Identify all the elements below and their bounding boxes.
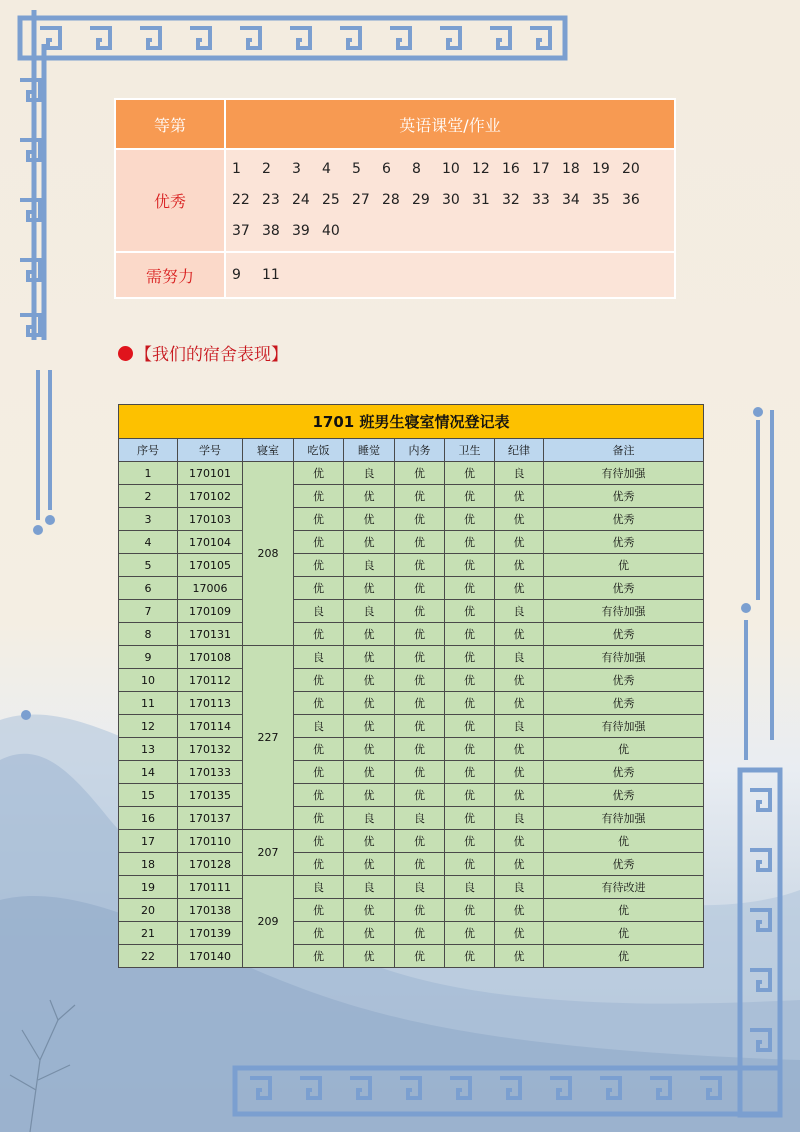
cell-sleep: 优	[344, 899, 395, 922]
cell-discipline: 优	[495, 508, 544, 531]
grade-number: 28	[382, 192, 400, 208]
cell-note: 优秀	[544, 784, 704, 807]
cell-sleep: 优	[344, 853, 395, 876]
cell-house: 优	[395, 899, 445, 922]
cell-hygiene: 优	[445, 945, 495, 968]
cell-note: 有待加强	[544, 807, 704, 830]
cell-discipline: 优	[495, 784, 544, 807]
grade-number: 18	[562, 161, 580, 177]
cell-hygiene: 优	[445, 692, 495, 715]
cell-eat: 优	[294, 853, 344, 876]
cell-student-id: 170105	[178, 554, 243, 577]
cell-room: 207	[243, 830, 294, 876]
cell-hygiene: 优	[445, 830, 495, 853]
table-row	[119, 623, 704, 646]
cell-note: 优	[544, 554, 704, 577]
cell-number: 9	[119, 646, 178, 669]
cell-number: 13	[119, 738, 178, 761]
dorm-title-row	[119, 405, 704, 439]
cell-eat: 优	[294, 922, 344, 945]
cell-number: 7	[119, 600, 178, 623]
cell-house: 优	[395, 692, 445, 715]
grade-number: 39	[292, 223, 310, 239]
cell-discipline: 优	[495, 853, 544, 876]
cell-sleep: 优	[344, 669, 395, 692]
cell-sleep: 优	[344, 692, 395, 715]
col-header: 纪律	[495, 439, 544, 462]
grade-row-excellent	[115, 149, 675, 252]
cell-number: 4	[119, 531, 178, 554]
cell-note: 优秀	[544, 508, 704, 531]
cell-note: 优秀	[544, 669, 704, 692]
cell-note: 优	[544, 738, 704, 761]
cell-number: 17	[119, 830, 178, 853]
grade-table	[114, 98, 676, 299]
cell-eat: 优	[294, 761, 344, 784]
cell-number: 15	[119, 784, 178, 807]
table-row	[119, 922, 704, 945]
cell-sleep: 优	[344, 738, 395, 761]
cell-student-id: 170128	[178, 853, 243, 876]
cell-number: 10	[119, 669, 178, 692]
cell-hygiene: 优	[445, 508, 495, 531]
cell-number: 12	[119, 715, 178, 738]
cell-room: 208	[243, 462, 294, 646]
cell-eat: 优	[294, 508, 344, 531]
grade-number: 22	[232, 192, 250, 208]
cell-eat: 优	[294, 485, 344, 508]
grade-number: 4	[322, 161, 331, 177]
cell-hygiene: 优	[445, 807, 495, 830]
col-header: 睡觉	[344, 439, 395, 462]
cell-student-id: 170111	[178, 876, 243, 899]
grade-number: 35	[592, 192, 610, 208]
cell-house: 优	[395, 508, 445, 531]
cell-sleep: 优	[344, 715, 395, 738]
table-row	[119, 669, 704, 692]
cell-hygiene: 优	[445, 600, 495, 623]
grade-number: 19	[592, 161, 610, 177]
cell-student-id: 170133	[178, 761, 243, 784]
cell-number: 20	[119, 899, 178, 922]
col-header: 寝室	[243, 439, 294, 462]
cell-student-id: 170102	[178, 485, 243, 508]
cell-eat: 良	[294, 646, 344, 669]
grade-number: 2	[262, 161, 271, 177]
cell-student-id: 170139	[178, 922, 243, 945]
cell-hygiene: 优	[445, 899, 495, 922]
cell-number: 21	[119, 922, 178, 945]
cell-sleep: 良	[344, 554, 395, 577]
cell-house: 优	[395, 646, 445, 669]
cell-room: 209	[243, 876, 294, 968]
cell-note: 优	[544, 830, 704, 853]
cell-note: 优秀	[544, 692, 704, 715]
table-row	[119, 531, 704, 554]
grade-header-row	[115, 99, 675, 149]
cell-number: 16	[119, 807, 178, 830]
grade-header-subject: 英语课堂/作业	[225, 99, 675, 149]
table-row	[119, 876, 704, 899]
cell-student-id: 170109	[178, 600, 243, 623]
grade-number: 11	[262, 266, 280, 283]
cell-eat: 优	[294, 807, 344, 830]
cell-eat: 优	[294, 669, 344, 692]
cell-discipline: 良	[495, 807, 544, 830]
cell-student-id: 170131	[178, 623, 243, 646]
cell-eat: 优	[294, 531, 344, 554]
col-header: 吃饭	[294, 439, 344, 462]
cell-eat: 良	[294, 600, 344, 623]
table-row	[119, 508, 704, 531]
cell-student-id: 170114	[178, 715, 243, 738]
cell-house: 优	[395, 577, 445, 600]
cell-sleep: 优	[344, 485, 395, 508]
cell-student-id: 170140	[178, 945, 243, 968]
cell-sleep: 良	[344, 807, 395, 830]
cell-sleep: 优	[344, 761, 395, 784]
cell-sleep: 优	[344, 830, 395, 853]
table-row	[119, 899, 704, 922]
grade-number: 23	[262, 192, 280, 208]
cell-student-id: 170113	[178, 692, 243, 715]
cell-note: 有待加强	[544, 646, 704, 669]
grade-number: 29	[412, 192, 430, 208]
table-row	[119, 715, 704, 738]
col-header: 卫生	[445, 439, 495, 462]
grade-number: 17	[532, 161, 550, 177]
table-row	[119, 554, 704, 577]
table-row	[119, 462, 704, 485]
cell-note: 优	[544, 922, 704, 945]
dorm-table-body	[119, 462, 704, 968]
cell-number: 19	[119, 876, 178, 899]
cell-hygiene: 优	[445, 646, 495, 669]
grade-row-needs-effort	[115, 252, 675, 298]
grade-numbers	[225, 149, 675, 252]
cell-note: 有待加强	[544, 462, 704, 485]
cell-number: 3	[119, 508, 178, 531]
cell-hygiene: 优	[445, 554, 495, 577]
cell-sleep: 良	[344, 600, 395, 623]
cell-sleep: 良	[344, 462, 395, 485]
cell-hygiene: 优	[445, 623, 495, 646]
cell-sleep: 优	[344, 784, 395, 807]
grade-number: 25	[322, 192, 340, 208]
col-header: 备注	[544, 439, 704, 462]
red-dot-icon	[118, 346, 133, 361]
cell-number: 6	[119, 577, 178, 600]
cell-sleep: 优	[344, 531, 395, 554]
cell-house: 优	[395, 485, 445, 508]
grade-number: 8	[412, 161, 421, 177]
cell-discipline: 良	[495, 600, 544, 623]
cell-house: 优	[395, 784, 445, 807]
grade-number: 31	[472, 192, 490, 208]
cell-hygiene: 优	[445, 485, 495, 508]
cell-note: 优秀	[544, 485, 704, 508]
cell-discipline: 良	[495, 715, 544, 738]
cell-house: 优	[395, 830, 445, 853]
grade-number: 33	[532, 192, 550, 208]
cell-house: 优	[395, 531, 445, 554]
cell-eat: 优	[294, 554, 344, 577]
cell-discipline: 优	[495, 899, 544, 922]
grade-number: 36	[622, 192, 640, 208]
cell-student-id: 170110	[178, 830, 243, 853]
cell-house: 良	[395, 876, 445, 899]
grade-number: 9	[232, 266, 241, 283]
table-row	[119, 646, 704, 669]
cell-student-id: 170137	[178, 807, 243, 830]
cell-student-id: 170135	[178, 784, 243, 807]
cell-house: 优	[395, 600, 445, 623]
section-heading	[118, 340, 288, 365]
cell-discipline: 优	[495, 623, 544, 646]
cell-discipline: 良	[495, 462, 544, 485]
cell-house: 优	[395, 945, 445, 968]
grade-number: 1	[232, 161, 241, 177]
cell-discipline: 优	[495, 692, 544, 715]
cell-note: 有待加强	[544, 715, 704, 738]
cell-discipline: 优	[495, 485, 544, 508]
cell-house: 优	[395, 853, 445, 876]
table-row	[119, 853, 704, 876]
cell-sleep: 优	[344, 508, 395, 531]
cell-discipline: 优	[495, 531, 544, 554]
cell-student-id: 17006	[178, 577, 243, 600]
cell-note: 优秀	[544, 577, 704, 600]
cell-hygiene: 优	[445, 761, 495, 784]
grade-numbers	[225, 252, 675, 298]
cell-room: 227	[243, 646, 294, 830]
cell-note: 优	[544, 945, 704, 968]
cell-hygiene: 优	[445, 853, 495, 876]
cell-house: 优	[395, 462, 445, 485]
cell-house: 优	[395, 669, 445, 692]
cell-note: 优秀	[544, 623, 704, 646]
cell-note: 有待加强	[544, 600, 704, 623]
grade-number: 5	[352, 161, 361, 177]
cell-note: 优秀	[544, 853, 704, 876]
table-row	[119, 577, 704, 600]
grade-number: 40	[322, 223, 340, 239]
cell-house: 优	[395, 623, 445, 646]
grade-label: 需努力	[115, 252, 225, 298]
dorm-header-row	[119, 439, 704, 462]
table-row	[119, 830, 704, 853]
cell-student-id: 170104	[178, 531, 243, 554]
cell-hygiene: 优	[445, 669, 495, 692]
table-row	[119, 807, 704, 830]
col-header: 学号	[178, 439, 243, 462]
table-row	[119, 784, 704, 807]
cell-eat: 优	[294, 623, 344, 646]
cell-number: 22	[119, 945, 178, 968]
cell-number: 14	[119, 761, 178, 784]
table-row	[119, 692, 704, 715]
grade-header-level: 等第	[115, 99, 225, 149]
cell-discipline: 优	[495, 830, 544, 853]
grade-number: 37	[232, 223, 250, 239]
cell-discipline: 优	[495, 738, 544, 761]
grade-number: 20	[622, 161, 640, 177]
cell-number: 2	[119, 485, 178, 508]
cell-student-id: 170138	[178, 899, 243, 922]
table-row	[119, 485, 704, 508]
cell-discipline: 优	[495, 669, 544, 692]
col-header: 序号	[119, 439, 178, 462]
col-header: 内务	[395, 439, 445, 462]
cell-hygiene: 优	[445, 784, 495, 807]
cell-eat: 良	[294, 715, 344, 738]
cell-eat: 优	[294, 784, 344, 807]
table-row	[119, 738, 704, 761]
table-row	[119, 945, 704, 968]
cell-house: 优	[395, 738, 445, 761]
cell-student-id: 170101	[178, 462, 243, 485]
cell-sleep: 良	[344, 876, 395, 899]
grade-number: 30	[442, 192, 460, 208]
cell-discipline: 良	[495, 646, 544, 669]
cell-student-id: 170112	[178, 669, 243, 692]
cell-note: 优秀	[544, 761, 704, 784]
cell-discipline: 优	[495, 945, 544, 968]
cell-hygiene: 优	[445, 922, 495, 945]
table-row	[119, 761, 704, 784]
cell-discipline: 良	[495, 876, 544, 899]
cell-house: 优	[395, 554, 445, 577]
cell-sleep: 优	[344, 646, 395, 669]
cell-note: 优秀	[544, 531, 704, 554]
section-title: 【我们的宿舍表现】	[135, 345, 288, 365]
grade-number: 16	[502, 161, 520, 177]
cell-eat: 优	[294, 692, 344, 715]
cell-eat: 优	[294, 738, 344, 761]
cell-number: 18	[119, 853, 178, 876]
cell-sleep: 优	[344, 623, 395, 646]
cell-eat: 优	[294, 830, 344, 853]
cell-number: 8	[119, 623, 178, 646]
cell-eat: 优	[294, 577, 344, 600]
cell-discipline: 优	[495, 577, 544, 600]
cell-eat: 优	[294, 945, 344, 968]
cell-discipline: 优	[495, 554, 544, 577]
cell-house: 优	[395, 922, 445, 945]
grade-number: 12	[472, 161, 490, 177]
cell-student-id: 170108	[178, 646, 243, 669]
cell-sleep: 优	[344, 945, 395, 968]
grade-number: 32	[502, 192, 520, 208]
table-row	[119, 600, 704, 623]
cell-student-id: 170132	[178, 738, 243, 761]
dorm-table	[118, 404, 704, 968]
cell-number: 5	[119, 554, 178, 577]
grade-number: 27	[352, 192, 370, 208]
grade-number: 10	[442, 161, 460, 177]
cell-house: 优	[395, 715, 445, 738]
cell-hygiene: 优	[445, 577, 495, 600]
grade-number: 3	[292, 161, 301, 177]
cell-hygiene: 优	[445, 738, 495, 761]
grade-number: 38	[262, 223, 280, 239]
cell-house: 良	[395, 807, 445, 830]
cell-hygiene: 优	[445, 531, 495, 554]
cell-number: 11	[119, 692, 178, 715]
cell-discipline: 优	[495, 761, 544, 784]
grade-number: 34	[562, 192, 580, 208]
cell-discipline: 优	[495, 922, 544, 945]
cell-hygiene: 优	[445, 715, 495, 738]
cell-house: 优	[395, 761, 445, 784]
cell-eat: 优	[294, 462, 344, 485]
cell-number: 1	[119, 462, 178, 485]
grade-number: 6	[382, 161, 391, 177]
cell-sleep: 优	[344, 922, 395, 945]
dorm-table-title: 1701 班男生寝室情况登记表	[119, 405, 704, 439]
cell-sleep: 优	[344, 577, 395, 600]
cell-hygiene: 良	[445, 876, 495, 899]
cell-hygiene: 优	[445, 462, 495, 485]
grade-label: 优秀	[115, 149, 225, 252]
cell-eat: 良	[294, 876, 344, 899]
cell-eat: 优	[294, 899, 344, 922]
cell-note: 有待改进	[544, 876, 704, 899]
cell-student-id: 170103	[178, 508, 243, 531]
cell-note: 优	[544, 899, 704, 922]
grade-number: 24	[292, 192, 310, 208]
